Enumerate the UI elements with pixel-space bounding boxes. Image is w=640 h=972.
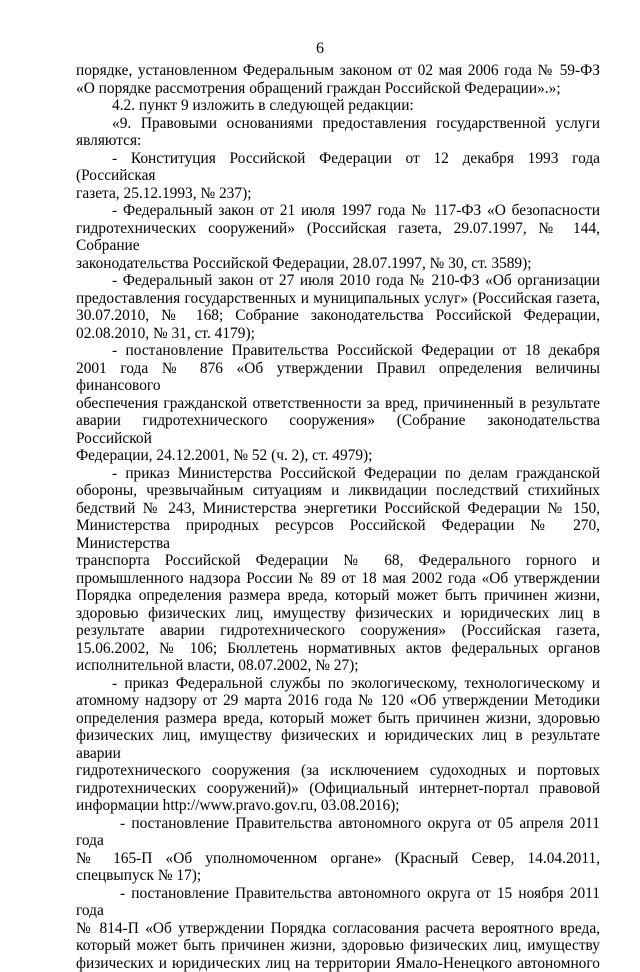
text-line: аварии гидротехнического сооружения» (Собрание законодательства Российской	[76, 412, 600, 447]
text-line: - постановление Правительства Российской Федерации от 18 декабря	[76, 342, 600, 360]
text-line: Министерства природных ресурсов Российской Федерации № 270, Министерства	[76, 517, 600, 552]
text-line: физических лиц, имуществу физических и юридических лиц в результате аварии	[76, 727, 600, 762]
text-line: - приказ Министерства Российской Федерации по делам гражданской	[76, 465, 600, 483]
text-line: - приказ Федеральной службы по экологическому, технологическому и	[76, 675, 600, 693]
text-line: спецвыпуск № 17);	[76, 867, 600, 885]
text-line: - Федеральный закон от 21 июля 1997 года № 117-ФЗ «О безопасности	[76, 202, 600, 220]
text-line: - постановление Правительства автономного округа от 05 апреля 2011 года	[76, 815, 600, 850]
text-line: 2001 года № 876 «Об утверждении Правил определения величины финансового	[76, 360, 600, 395]
text-line: 30.07.2010, № 168; Собрание законодательства Российской Федерации,	[76, 307, 600, 325]
text-line: атомному надзору от 29 марта 2016 года № 120 «Об утверждении Методики	[76, 692, 600, 710]
text-line: - Конституция Российской Федерации от 12 декабря 1993 года (Российская	[76, 150, 600, 185]
text-line: гидротехнического сооружения (за исключением судоходных и портовых	[76, 762, 600, 780]
text-line: № 814-П «Об утверждении Порядка согласования расчета вероятного вреда,	[76, 920, 600, 938]
text-line: - Федеральный закон от 27 июля 2010 года № 210-ФЗ «Об организации	[76, 272, 600, 290]
text-line: Порядка определения размера вреда, который может быть причинен жизни,	[76, 587, 600, 605]
text-line: обороны, чрезвычайным ситуациям и ликвидации последствий стихийных	[76, 482, 600, 500]
text-line: - постановление Правительства автономного округа от 15 ноября 2011 года	[76, 885, 600, 920]
text-line: гидротехнических сооружений» (Российская газета, 29.07.1997, № 144, Собрание	[76, 220, 600, 255]
text-line: определения размера вреда, который может быть причинен жизни, здоровью	[76, 710, 600, 728]
page-number: 6	[0, 40, 640, 58]
text-line: промышленного надзора России № 89 от 18 мая 2002 года «Об утверждении	[76, 570, 600, 588]
text-line: являются:	[76, 132, 600, 150]
text-line: транспорта Российской Федерации № 68, Федерального горного и	[76, 552, 600, 570]
text-line: результате аварии гидротехнического сооружения» (Российская газета,	[76, 622, 600, 640]
text-line: который может быть причинен жизни, здоровью физических лиц, имуществу	[76, 937, 600, 955]
text-line: «9. Правовыми основаниями предоставления государственной услуги	[76, 115, 600, 133]
text-line: 02.08.2010, № 31, ст. 4179);	[76, 325, 600, 343]
text-line: информации http://www.pravo.gov.ru, 03.08.2016);	[76, 797, 600, 815]
text-line: законодательства Российской Федерации, 28.07.1997, № 30, ст. 3589);	[76, 255, 600, 273]
text-line: 15.06.2002, № 106; Бюллетень нормативных актов федеральных органов	[76, 640, 600, 658]
text-line: бедствий № 243, Министерства энергетики Российской Федерации № 150,	[76, 500, 600, 518]
text-line: предоставления государственных и муниципальных услуг» (Российская газета,	[76, 290, 600, 308]
text-line: физических и юридических лиц на территории Ямало-Ненецкого автономного	[76, 955, 600, 972]
text-line: гидротехнических сооружений)» (Официальный интернет-портал правовой	[76, 780, 600, 798]
text-line: 4.2. пункт 9 изложить в следующей редакции:	[76, 97, 600, 115]
text-line: № 165-П «Об уполномоченном органе» (Красный Север, 14.04.2011,	[76, 850, 600, 868]
text-line: исполнительной власти, 08.07.2002, № 27);	[76, 657, 600, 675]
text-line: газета, 25.12.1993, № 237);	[76, 185, 600, 203]
text-line: здоровью физических лиц, имуществу физических и юридических лиц в	[76, 605, 600, 623]
text-line: обеспечения гражданской ответственности за вред, причиненный в результате	[76, 395, 600, 413]
document-body	[76, 62, 600, 972]
text-line: Федерации, 24.12.2001, № 52 (ч. 2), ст. 4979);	[76, 447, 600, 465]
text-line: порядке, установленном Федеральным законом от 02 мая 2006 года № 59-ФЗ	[76, 62, 600, 80]
text-line: «О порядке рассмотрения обращений граждан Российской Федерации».»;	[76, 80, 600, 98]
